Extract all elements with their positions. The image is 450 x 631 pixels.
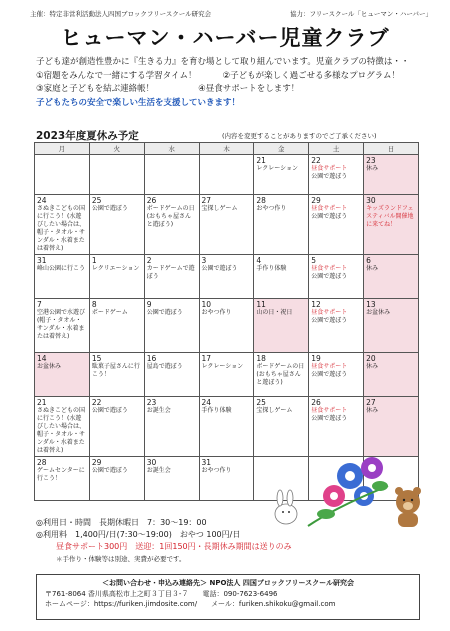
calendar-day-cell bbox=[364, 299, 419, 353]
extra-cost-note: ＊手作り・体験等は別途、実費が必要です。 bbox=[56, 555, 186, 563]
morning-glory-illustration bbox=[268, 456, 428, 534]
day-activity: 休み bbox=[366, 363, 379, 370]
calendar-week-row bbox=[35, 397, 419, 457]
day-activity: お誕生会 bbox=[146, 467, 171, 474]
day-activity: 昼食サポート bbox=[311, 309, 348, 316]
day-activity: レクレーション bbox=[256, 165, 299, 172]
calendar-day-cell bbox=[364, 397, 419, 457]
day-activity: ボードゲームの日(おもちゃ屋さんと遊ぼう) bbox=[256, 363, 305, 386]
calendar-day-cell bbox=[89, 195, 144, 255]
calendar-day-cell bbox=[35, 299, 90, 353]
day-number: 7 bbox=[37, 300, 42, 309]
calendar-day-cell bbox=[35, 353, 90, 397]
day-activity: 公園で遊ぼう bbox=[311, 371, 348, 378]
day-number: 31 bbox=[201, 458, 212, 467]
day-number: 13 bbox=[366, 300, 376, 309]
intro-line-4: 子どもたちの安全で楽しい生活を支援していきます！ bbox=[36, 97, 241, 108]
calendar-week-row bbox=[35, 353, 419, 397]
day-activity: 公園で遊ぼう bbox=[146, 309, 183, 316]
calendar-day-cell bbox=[364, 195, 419, 255]
calendar-day-cell bbox=[199, 353, 254, 397]
calendar-week-row bbox=[35, 255, 419, 299]
day-activity: ゲームセンターに行こう！ bbox=[37, 467, 85, 482]
day-number: 21 bbox=[37, 398, 47, 407]
calendar-day-cell bbox=[144, 397, 199, 457]
day-activity: 公園で遊ぼう bbox=[91, 467, 128, 474]
day-number: 6 bbox=[366, 256, 371, 265]
day-activity: お盆休み bbox=[37, 363, 62, 370]
day-activity: 公園で遊ぼう bbox=[311, 213, 348, 220]
day-activity: 公園で遊ぼう bbox=[311, 173, 348, 180]
day-activity: 手作り体験 bbox=[201, 407, 232, 414]
calendar-week-row bbox=[35, 299, 419, 353]
day-number: 3 bbox=[201, 256, 207, 265]
calendar-heading: 2023年度夏休み予定 bbox=[36, 130, 139, 142]
calendar-day-cell bbox=[199, 195, 254, 255]
day-activity: さぬきこどもの国に行こう！(水遊びしたい場合は、帽子・タオル・サンダル・水着または着替え) bbox=[37, 407, 86, 454]
calendar-week-row bbox=[35, 195, 419, 255]
day-number: 2 bbox=[146, 256, 152, 265]
weekday-header: 月 bbox=[35, 143, 90, 155]
calendar-day-cell bbox=[199, 155, 254, 195]
hours-line: ◎利用日・時間 長期休暇日 7：30～19：00 bbox=[36, 518, 207, 527]
fee-line: ◎利用料 1,400円/日(7:30～19:00) おやつ 100円/日 bbox=[36, 530, 241, 539]
day-activity: 駄菓子屋さんに行こう！ bbox=[91, 363, 140, 378]
weekday-header: 水 bbox=[144, 143, 199, 155]
calendar-note: (内容を変更することがありますのでご了承ください) bbox=[222, 132, 377, 140]
fee-info bbox=[36, 517, 292, 565]
day-activity: 休み bbox=[366, 407, 379, 414]
calendar-day-cell bbox=[89, 155, 144, 195]
day-number: 25 bbox=[91, 196, 102, 205]
calendar-day-cell bbox=[35, 155, 90, 195]
day-activity: 公園で遊ぼう bbox=[91, 205, 128, 212]
day-number: 24 bbox=[37, 196, 47, 205]
calendar-day-cell bbox=[144, 255, 199, 299]
calendar-day-cell bbox=[309, 299, 364, 353]
day-activity: 昼食サポート bbox=[311, 205, 348, 212]
calendar-day-cell bbox=[254, 255, 309, 299]
email-link[interactable]: メール：furiken.shikoku@gmail.com bbox=[211, 600, 336, 608]
calendar-day-cell bbox=[254, 353, 309, 397]
address-text: 〒761-8064 香川県高松市上之町３丁目３-７ bbox=[45, 589, 189, 598]
cooperation-text: 協力：フリースクール「ヒューマン・ハーバー」 bbox=[290, 10, 432, 18]
calendar-day-cell bbox=[254, 195, 309, 255]
day-number: 9 bbox=[146, 300, 152, 309]
homepage-link[interactable]: ホームページ：https://furiken.jimdosite.com/ bbox=[45, 600, 198, 608]
calendar-day-cell bbox=[144, 299, 199, 353]
calendar-day-cell bbox=[35, 397, 90, 457]
page-title: ヒューマン・ハーバー児童クラブ bbox=[60, 26, 390, 50]
day-number: 20 bbox=[366, 354, 376, 363]
day-number: 31 bbox=[37, 256, 47, 265]
day-number: 23 bbox=[146, 398, 157, 407]
calendar-day-cell bbox=[89, 457, 144, 501]
calendar-day-cell bbox=[254, 299, 309, 353]
day-number: 25 bbox=[256, 398, 266, 407]
calendar-day-cell bbox=[309, 195, 364, 255]
phone-text: 電話：090-7623-6496 bbox=[202, 589, 278, 598]
day-number: 26 bbox=[146, 196, 157, 205]
day-number: 5 bbox=[311, 256, 316, 265]
day-number: 28 bbox=[37, 458, 47, 467]
day-activity: 休み bbox=[366, 165, 379, 172]
weekday-header: 木 bbox=[199, 143, 254, 155]
feature-4: ④昼食サポートをします！ bbox=[198, 84, 300, 94]
calendar-day-cell bbox=[144, 457, 199, 501]
weekday-header: 土 bbox=[309, 143, 364, 155]
day-number: 16 bbox=[146, 354, 157, 363]
day-activity: お誕生会 bbox=[146, 407, 171, 414]
lunch-fee-line: 昼食サポート300円 送迎：1回150円・長期休み期間は送りのみ bbox=[56, 542, 292, 551]
day-number: 1 bbox=[91, 256, 97, 265]
day-activity: 昼食サポート bbox=[311, 165, 348, 172]
day-activity: 休み bbox=[366, 265, 379, 272]
day-activity: 山の日・祝日 bbox=[256, 309, 293, 316]
calendar-day-cell bbox=[144, 353, 199, 397]
calendar-day-cell bbox=[254, 155, 309, 195]
day-number: 27 bbox=[366, 398, 376, 407]
calendar-day-cell bbox=[35, 457, 90, 501]
calendar-day-cell bbox=[199, 255, 254, 299]
day-number: 14 bbox=[37, 354, 47, 363]
day-activity: 屋島で遊ぼう bbox=[146, 363, 183, 370]
calendar-day-cell bbox=[89, 255, 144, 299]
day-activity: お盆休み bbox=[366, 309, 391, 316]
day-number: 24 bbox=[201, 398, 212, 407]
day-activity: ボードゲーム bbox=[91, 309, 128, 316]
day-number: 12 bbox=[311, 300, 321, 309]
day-activity: カードゲームで遊ぼう bbox=[146, 265, 195, 280]
day-activity: レクリエーション bbox=[91, 265, 140, 272]
day-activity: 公園で遊ぼう bbox=[201, 265, 238, 272]
day-number: 4 bbox=[256, 256, 262, 265]
calendar-day-cell bbox=[199, 397, 254, 457]
day-activity: おやつ作り bbox=[201, 467, 232, 474]
day-number: 29 bbox=[91, 458, 102, 467]
calendar-day-cell bbox=[309, 255, 364, 299]
calendar-day-cell bbox=[144, 195, 199, 255]
day-number: 30 bbox=[366, 196, 376, 205]
calendar-day-cell bbox=[364, 155, 419, 195]
feature-2: ②子どもが楽しく過ごせる多様なプログラム！ bbox=[222, 70, 400, 81]
feature-1: ①宿題をみんなで一緒にする学習タイム！ bbox=[36, 70, 197, 81]
day-number: 18 bbox=[256, 354, 266, 363]
calendar-day-cell bbox=[309, 353, 364, 397]
day-activity: 昼食サポート bbox=[311, 363, 348, 370]
day-number: 28 bbox=[256, 196, 266, 205]
day-activity: 宝探しゲーム bbox=[256, 407, 293, 414]
day-number: 29 bbox=[311, 196, 321, 205]
day-number: 26 bbox=[311, 398, 321, 407]
calendar-day-cell bbox=[35, 255, 90, 299]
contact-title: ＜お問い合わせ・申込み連絡先＞ NPO法人 四国ブロックフリースクール研究会 bbox=[102, 579, 354, 587]
day-number: 15 bbox=[91, 354, 102, 363]
day-number: 22 bbox=[311, 156, 321, 165]
day-activity: おやつ作り bbox=[256, 205, 287, 212]
day-activity: 昼食サポート bbox=[311, 407, 348, 414]
bear-icon bbox=[395, 487, 421, 527]
day-number: 22 bbox=[91, 398, 102, 407]
calendar-table bbox=[34, 142, 419, 501]
day-activity: レクレーション bbox=[201, 363, 244, 370]
calendar-day-cell bbox=[35, 195, 90, 255]
calendar-day-cell bbox=[144, 155, 199, 195]
day-activity: 空港公園で水遊び(帽子・タオル・サンダル・水着または着替え) bbox=[37, 309, 86, 340]
day-number: 30 bbox=[146, 458, 157, 467]
day-activity: 峰山公園に行こう bbox=[37, 265, 86, 272]
header-line bbox=[30, 9, 432, 18]
calendar-day-cell bbox=[89, 397, 144, 457]
day-activity: 宝探しゲーム bbox=[201, 205, 238, 212]
calendar-day-cell bbox=[89, 353, 144, 397]
calendar-day-cell bbox=[199, 299, 254, 353]
weekday-header: 日 bbox=[364, 143, 419, 155]
day-activity: さぬきこどもの国に行こう！(水遊びしたい場合は、帽子・タオル・サンダル・水着または着替え) bbox=[37, 205, 86, 252]
calendar-day-cell bbox=[364, 353, 419, 397]
calendar-day-cell bbox=[309, 397, 364, 457]
day-activity: 昼食サポート bbox=[311, 265, 348, 272]
day-activity: おやつ作り bbox=[201, 309, 232, 316]
calendar-day-cell bbox=[199, 457, 254, 501]
day-number: 10 bbox=[201, 300, 212, 309]
day-number: 27 bbox=[201, 196, 212, 205]
day-activity: キッズランドフェスティバル開催地に来てね！ bbox=[366, 205, 414, 228]
contact-box bbox=[36, 574, 420, 620]
day-number: 23 bbox=[366, 156, 376, 165]
day-activity: 公園で遊ぼう bbox=[311, 273, 348, 280]
organizer-text: 主催：特定非営利活動法人四国ブロックフリースクール研究会 bbox=[30, 10, 212, 18]
weekday-header: 金 bbox=[254, 143, 309, 155]
calendar-day-cell bbox=[254, 397, 309, 457]
day-number: 17 bbox=[201, 354, 212, 363]
feature-3: ③家庭と子どもを結ぶ連絡帳！ bbox=[36, 84, 155, 94]
day-number: 21 bbox=[256, 156, 266, 165]
calendar-day-cell bbox=[89, 299, 144, 353]
day-number: 8 bbox=[91, 300, 97, 309]
calendar-day-cell bbox=[364, 255, 419, 299]
calendar-day-cell bbox=[309, 155, 364, 195]
day-activity: 公園で遊ぼう bbox=[311, 317, 348, 324]
weekday-header: 火 bbox=[89, 143, 144, 155]
day-activity: ボードゲームの日(おもちゃ屋さんと遊ぼう) bbox=[146, 205, 195, 228]
intro-line-1: 子ども達が創造性豊かに『生きる力』を育む場として取り組んでいます。児童クラブの特徴は・・ bbox=[36, 57, 410, 67]
calendar-week-row bbox=[35, 155, 419, 195]
flower-icon bbox=[308, 457, 388, 526]
day-activity: 公園で遊ぼう bbox=[311, 415, 348, 422]
day-number: 19 bbox=[311, 354, 321, 363]
day-activity: 手作り体験 bbox=[256, 265, 287, 272]
intro-block bbox=[36, 56, 409, 110]
day-number: 11 bbox=[256, 300, 266, 309]
day-activity: 公園で遊ぼう bbox=[91, 407, 128, 414]
calendar-weekday-row bbox=[35, 143, 419, 155]
